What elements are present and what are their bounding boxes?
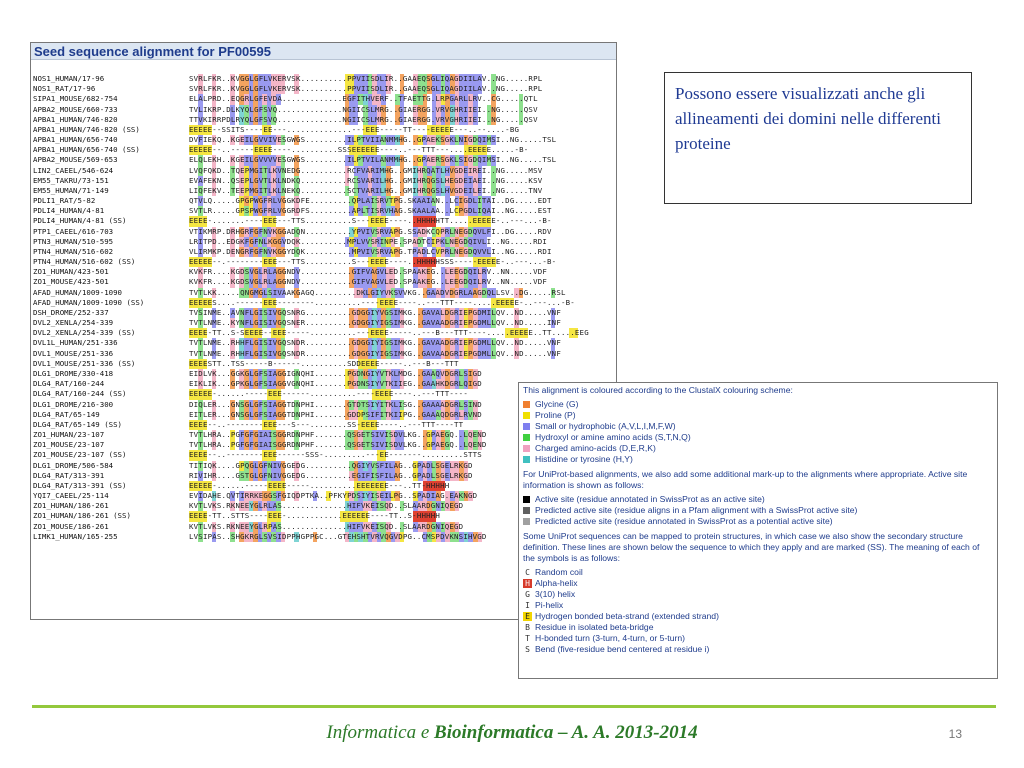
sequence-name: APBA1_HUMAN/656-740 bbox=[33, 135, 118, 145]
sequence-name: DVL1_MOUSE/251-336 (SS) bbox=[33, 358, 136, 368]
sequence-name: AFAD_HUMAN/1009-1090 (SS) bbox=[33, 297, 145, 307]
colour-legend-item bbox=[523, 399, 993, 410]
alignment-row bbox=[33, 125, 616, 135]
sequence-residues: EEEE-TT..STTS----EEE-............EEEEEE----TT..S-HHHHH bbox=[189, 511, 441, 521]
sequence-name: DLG4_RAT/313-391 (SS) bbox=[33, 480, 127, 490]
sequence-name: ZO1_MOUSE/423-501 bbox=[33, 277, 109, 287]
sequence-name: DVL2_XENLA/254-339 (SS) bbox=[33, 328, 136, 338]
sequence-residues: EIDLVK...GGKGLGFSIAGGIGNQHI.......PGDNGIYVTKLMDG..GAAQVDGRLSIGD bbox=[189, 368, 482, 378]
alignment-row bbox=[33, 135, 616, 145]
sequence-residues: ELALPRD..EQGRLGFEVDA.............EGFITHVERF..TFAETTG.LRPGARLLRV..CG.....QTL bbox=[189, 94, 538, 104]
colour-swatch-icon bbox=[523, 518, 530, 525]
colour-swatch-icon bbox=[523, 412, 530, 419]
alignment-row bbox=[33, 359, 616, 369]
sequence-residues: SVRLFKR..KVGGLGFLVKERVSK..........PPVIISDLIR..GAAEQSGLIQAGDIILAV..NG.....RPL bbox=[189, 74, 543, 83]
structure-symbol-label: Residue in isolated beta-bridge bbox=[535, 622, 654, 632]
sequence-residues: KVKFR....KGDSVGLRLAGGNDV...........GIFVAGVLED.SPAAKEG..LEEGDQILRV..NN.....VDF bbox=[189, 277, 548, 287]
sequence-residues: TVLIKRP.DLKYQLGFSVQ..............NGIICSLMRG..GIAERGG.VRVGHRIIEI..NG.....QSV bbox=[189, 104, 538, 114]
sequence-name: ZO1_MOUSE/186-261 bbox=[33, 521, 109, 531]
sequence-residues: EEEEE--.--------EEE---TTS..........S---EEEE----..HHHHHSSS-----EEEEE-..---...-B- bbox=[189, 257, 557, 267]
structure-symbol-label: 3(10) helix bbox=[535, 589, 576, 599]
sequence-residues: EEEE--..--------EEE------SSS-.........---EE-------.........STTS bbox=[189, 450, 482, 460]
structure-symbol-item bbox=[523, 567, 993, 578]
sequence-residues: TVTLNME..RHHFLGISIVGQSNDR..........GDGGIYIGSIMKG..GAVAADGRIEPGDMLLQV..ND.....VNF bbox=[189, 348, 561, 358]
sequence-residues: KVKFR....KGDSVGLRLAGGNDV...........GIFVAGVLED.SPAAKEG..LEEGDQILRV..NN.....VDF bbox=[189, 267, 548, 277]
sequence-residues: EEEESTT..TSS-----B------..........SDDEEEE-----..---B---TTT bbox=[189, 358, 459, 368]
sequence-residues: LVSIPAS..SHGKRGLSVSIDPPHGPPGC...GTEHSHTVRVQGVDPG..CMSPDVKNSIHVGD bbox=[189, 531, 487, 541]
sequence-name: DLG4_RAT/65-149 bbox=[33, 409, 100, 419]
sequence-residues: LRITPD..EDGKFGFNLKGGVDQK..........MPLVVSRINPE.SPADTCIPKLNEGDQIVLI..NG.....RDI bbox=[189, 236, 548, 246]
sequence-name: PTN3_HUMAN/510-595 bbox=[33, 236, 114, 246]
structure-symbol: S bbox=[525, 645, 530, 654]
sequence-residues: EVIDAHE.QVTIRRKEGGSFGIQDPTKA..PFKYPDSIYISEILPG..SPADIAG.EAKNGD bbox=[189, 491, 478, 501]
structure-symbol: B bbox=[525, 623, 530, 632]
structure-symbol-list bbox=[523, 567, 993, 655]
sequence-name: DLG4_RAT/160-244 bbox=[33, 379, 105, 389]
sequence-name: PTP1_CAEEL/616-703 bbox=[33, 226, 114, 236]
alignment-row bbox=[33, 94, 616, 104]
sequence-name: LIMK1_HUMAN/165-255 bbox=[33, 531, 118, 541]
sequence-name: PTN4_HUMAN/516-602 bbox=[33, 246, 114, 256]
sequence-residues: TVTLKK.....QNGMGLSIVAAKGAGQ.........DKLGIYVKSVVKG..GAADVDGRLAAGDQLLSV..DG.....RSL bbox=[189, 287, 566, 297]
sequence-name: EM55_TAKRU/73-151 bbox=[33, 175, 109, 185]
sequence-name: DVL2_XENLA/254-339 bbox=[33, 318, 114, 328]
sequence-residues: SVTLR.....GPSPWGFRLVGGRDFS.........APLTISRVHAG.SKAALAA..LCPGDLIQAI..NG.....EST bbox=[189, 206, 552, 216]
legend-uniprot-text: For UniProt-based alignments, we also add some additional mark-up to the alignments where appropriate. Active site information is shown as follows: bbox=[523, 469, 968, 490]
sequence-residues: QTVLQ.....GPGPWGFRLVGGKDFE.........QPLAISRVTPG.SKAAIAN..LCIGDLITAI..DG.....EDT bbox=[189, 196, 552, 206]
sequence-residues: LIQFEKV..TEEPMGITLKLNEKQ..........SCTVARILHG..GMIHRQGSLHVGDEILEI..NG.....TNV bbox=[189, 185, 543, 195]
alignment-row bbox=[33, 247, 616, 257]
footer-part1: Informatica e bbox=[326, 722, 435, 743]
alignment-row bbox=[33, 105, 616, 115]
legend-panel bbox=[518, 382, 998, 679]
sequence-residues: KVTLVKS.RKNEEYGLRPAS..............HIFVKEISQD..SLAARDGNIQEGD bbox=[189, 521, 464, 531]
structure-symbol: G bbox=[525, 590, 530, 599]
note-box bbox=[664, 72, 972, 204]
sequence-name: APBA2_MOUSE/660-733 bbox=[33, 104, 118, 114]
alignment-row bbox=[33, 206, 616, 216]
structure-symbol: E bbox=[523, 612, 532, 621]
active-site-label: Predicted active site (residue annotated in SwissProt as a potential active site) bbox=[535, 516, 833, 526]
colour-swatch-icon bbox=[523, 423, 530, 430]
sequence-residues: EIKLIK...GPKGLGFSIAGGVGNQHI.......PGDNSIYVTKIIEG..GAAHKDGRLQIGD bbox=[189, 379, 482, 389]
sequence-name: NOS1_RAT/17-96 bbox=[33, 84, 96, 94]
sequence-residues: ELQLEKH..KGEILGVVVVESGWGS.........ILPTVILANMMHG..GPAERSGKLSIGDQIMSI..NG.....TSL bbox=[189, 155, 557, 165]
alignment-row bbox=[33, 288, 616, 298]
colour-legend-item bbox=[523, 443, 993, 454]
alignment-row bbox=[33, 267, 616, 277]
structure-symbol-item bbox=[523, 622, 993, 633]
structure-symbol: C bbox=[525, 568, 530, 577]
alignment-row bbox=[33, 257, 616, 267]
sequence-name: NOS1_HUMAN/17-96 bbox=[33, 74, 105, 83]
sequence-name: LIN2_CAEEL/546-624 bbox=[33, 165, 114, 175]
legend-structure-text: Some UniProt sequences can be mapped to protein structures, in which case we also show the secondary structure definition. These lines are shown below the sequence to which they apply and are marked (SS). The meaning of each of the symbols is as follows: bbox=[523, 531, 980, 563]
sequence-name: SIPA1_MOUSE/682-754 bbox=[33, 94, 118, 104]
structure-symbol: H bbox=[523, 579, 532, 588]
sequence-name: ZO1_HUMAN/23-107 bbox=[33, 430, 105, 440]
footer-part2: Bioinformatica – A. A. 2013-2014 bbox=[434, 722, 698, 743]
colour-swatch-icon bbox=[523, 445, 530, 452]
colour-swatch-icon bbox=[523, 507, 530, 514]
sequence-residues: DIQLER...GNSGLGFSIAGGTDNPHI.......GTDTSIYITKLISG..GAAAADGRLSIND bbox=[189, 399, 482, 409]
sequence-residues: EEEE-TT..S-SEEEE--EEE-----..........---EEEE-----..---B---TTT----.....EEEEE..TT.....EEG bbox=[189, 328, 589, 338]
sequence-residues: VTIKMRP.DRHGRFGFNVKGGADQN..........YPVIVSRVAPG.SSADKCQPRLNEGDQVLFI..DG.....RDV bbox=[189, 226, 552, 236]
sequence-name: ZO1_HUMAN/186-261 bbox=[33, 501, 109, 511]
sequence-residues: EEEEE-......-----EEE------..........----EEEE----..---TTT---- bbox=[189, 389, 468, 399]
sequence-name: PTN4_HUMAN/516-602 (SS) bbox=[33, 257, 136, 267]
footer-text bbox=[0, 722, 1024, 744]
sequence-name: ZO1_MOUSE/23-107 (SS) bbox=[33, 450, 127, 460]
structure-symbol-item bbox=[523, 589, 993, 600]
alignment-row bbox=[33, 349, 616, 359]
colour-legend-list bbox=[523, 399, 993, 465]
structure-symbol-label: Hydrogen bonded beta-strand (extended strand) bbox=[535, 611, 719, 621]
sequence-residues: KVTLVKS.RKNEEYGLRLAS..............HIFVKEISQD..SLAARDGNIQEGD bbox=[189, 501, 464, 511]
alignment-row bbox=[33, 216, 616, 226]
alignment-row bbox=[33, 176, 616, 186]
active-site-label: Active site (residue annotated in SwissProt as an active site) bbox=[535, 494, 765, 504]
sequence-name: PDLI1_RAT/5-82 bbox=[33, 196, 96, 206]
alignment-row bbox=[33, 74, 616, 84]
active-site-item bbox=[523, 494, 993, 505]
sequence-residues: TTVKIRRPDLRYQLGFSVQ..............NGIICSLMRG..GIAERGG.VRVGHRIIEI..NG.....QSV bbox=[189, 114, 538, 124]
sequence-name: DLG1_DROME/330-418 bbox=[33, 368, 114, 378]
colour-swatch-icon bbox=[523, 456, 530, 463]
sequence-residues: SVRLFKR..KVGGLGFLVKERVSK..........PPVIISDLIR..GAAEQSGLIQAGDIILAV..NG.....RPL bbox=[189, 84, 543, 94]
sequence-name: DLG1_DROME/506-584 bbox=[33, 460, 114, 470]
sequence-name: AFAD_HUMAN/1009-1090 bbox=[33, 287, 122, 297]
sequence-name: EM55_HUMAN/71-149 bbox=[33, 185, 109, 195]
sequence-residues: TVTLNME..RHHFLGISIVGQSNDR..........GDGGIYIGSIMKG..GAVAADGRIEPGDMLLQV..ND.....VNF bbox=[189, 338, 561, 348]
sequence-name: ZO1_HUMAN/186-261 (SS) bbox=[33, 511, 131, 521]
note-text: Possono essere visualizzati anche gli allineamenti dei domini nelle differenti proteine bbox=[675, 84, 941, 153]
sequence-name: PDLI4_HUMAN/4-81 bbox=[33, 206, 105, 216]
alignment-row bbox=[33, 338, 616, 348]
sequence-name: DVL1_MOUSE/251-336 bbox=[33, 348, 114, 358]
alignment-row bbox=[33, 308, 616, 318]
alignment-row bbox=[33, 115, 616, 125]
sequence-residues: EVAFEKN..QSEPLGVTLKLNDKQ..........RCSVARILHG..GMIHRQGSLHEGDEIAEI..NG.....KSV bbox=[189, 175, 543, 185]
active-site-item bbox=[523, 516, 993, 527]
sequence-residues: TVTLNME..KYNFLGISIVGQSNER..........GDGGIYIGSIMKG..GAVAADGRIEPGDMLLQV..ND.....INF bbox=[189, 318, 561, 328]
alignment-row bbox=[33, 277, 616, 287]
colour-legend-item bbox=[523, 421, 993, 432]
active-site-label: Predicted active site (residue aligns in a Pfam alignment with a SwissProt active site) bbox=[535, 505, 858, 515]
structure-symbol-item bbox=[523, 611, 993, 622]
sequence-residues: VLIRMKP.DENGRFGFNVKGGYDQK..........MPVIVSRVAPG.TPADLCVPRLNEGDQVVLI..NG.....RDI bbox=[189, 246, 552, 256]
footer-rule bbox=[32, 705, 996, 708]
structure-symbol-label: Bend (five-residue bend centered at residue i) bbox=[535, 644, 710, 654]
alignment-row bbox=[33, 298, 616, 308]
alignment-row bbox=[33, 328, 616, 338]
alignment-row bbox=[33, 166, 616, 176]
sequence-name: ZO1_MOUSE/23-107 bbox=[33, 440, 105, 450]
sequence-name: APBA2_MOUSE/569-653 bbox=[33, 155, 118, 165]
alignment-row bbox=[33, 369, 616, 379]
alignment-row bbox=[33, 155, 616, 165]
structure-symbol-label: Pi-helix bbox=[535, 600, 564, 610]
sequence-residues: EEEEE--SSITS----EE---..............---EEE-----TT----EEEEE---..--....-BG bbox=[189, 124, 520, 134]
colour-legend-item bbox=[523, 410, 993, 421]
colour-legend-item bbox=[523, 432, 993, 443]
structure-symbol-item bbox=[523, 633, 993, 644]
alignment-row bbox=[33, 145, 616, 155]
sequence-name: ZO1_HUMAN/423-501 bbox=[33, 267, 109, 277]
structure-symbol-item bbox=[523, 644, 993, 655]
colour-swatch-icon bbox=[523, 496, 530, 503]
sequence-residues: EEEEE--..-----EEEE----..........SSSEEEEEE----..---TTT---....EEEEE.....-B- bbox=[189, 145, 529, 155]
structure-symbol-item bbox=[523, 600, 993, 611]
colour-swatch-icon bbox=[523, 434, 530, 441]
alignment-title: Seed sequence alignment for PF00595 bbox=[31, 43, 616, 60]
alignment-row bbox=[33, 237, 616, 247]
alignment-row bbox=[33, 318, 616, 328]
sequence-name: APBA1_HUMAN/746-820 bbox=[33, 114, 118, 124]
colour-swatch-icon bbox=[523, 401, 530, 408]
sequence-name: DLG4_RAT/65-149 (SS) bbox=[33, 419, 122, 429]
structure-symbol-label: Random coil bbox=[535, 567, 583, 577]
sequence-residues: TITIQK....GPQGLGFNIVGGEDG..........QGIYVSFILAG..GPADLSGELRKGD bbox=[189, 460, 473, 470]
alignment-row bbox=[33, 227, 616, 237]
sequence-residues: TVTLHRA..PGFGFGIAISGGRDNPHF.......QSGETSIVISDVLKG..GPAEGQ..LQEND bbox=[189, 440, 487, 450]
sequence-name: APBA1_HUMAN/746-820 (SS) bbox=[33, 124, 140, 134]
sequence-name: DLG4_RAT/313-391 bbox=[33, 470, 105, 480]
legend-intro: This alignment is coloured according to the ClustalX colouring scheme: bbox=[523, 385, 793, 395]
alignment-row bbox=[33, 84, 616, 94]
colour-legend-label: Proline (P) bbox=[535, 410, 576, 420]
sequence-residues: EITLER...GNSGLGFSIAGGTDNPHI.......GDDPSIFITKIIPG..GAAAQDGRLRVND bbox=[189, 409, 482, 419]
sequence-name: DVL1L_HUMAN/251-336 bbox=[33, 338, 118, 348]
colour-legend-label: Hydroxyl or amine amino acids (S,T,N,Q) bbox=[535, 432, 691, 442]
sequence-name: PDLI4_HUMAN/4-81 (SS) bbox=[33, 216, 127, 226]
sequence-name: APBA1_HUMAN/656-740 (SS) bbox=[33, 145, 140, 155]
sequence-residues: RIVIHR....GSTGLGFNIVGGEDG..........EGIFISFILAG..GPADLSGELRKGD bbox=[189, 470, 473, 480]
alignment-row bbox=[33, 196, 616, 206]
sequence-name: DSH_DROME/252-337 bbox=[33, 307, 109, 317]
sequence-residues: LVQFQKD..TQEPMGITLKVNEDG..........RCFVARIMHG..GMIHRQATLHVGDEIREI..NG.....MSV bbox=[189, 165, 543, 175]
sequence-residues: TVTLHRA..PGFGFGIAISGGRDNPHF.......QSGETSIVISDVLKG..GPAEGQ..LQEND bbox=[189, 430, 487, 440]
colour-legend-item bbox=[523, 454, 993, 465]
sequence-name: DLG4_RAT/160-244 (SS) bbox=[33, 389, 127, 399]
structure-symbol-label: H-bonded turn (3-turn, 4-turn, or 5-turn) bbox=[535, 633, 685, 643]
sequence-residues: DVFIEKQ..KGEILGVVIVESGWGS.........ILPTVIIANMMHG..GPAEKSGKLNIGDQIMSI..NG.....TSL bbox=[189, 135, 557, 145]
active-site-legend-list bbox=[523, 494, 993, 527]
sequence-residues: EEEE-.......----EEE---TTS..........S---EEEE----..HHHHHTT.....EEEEE-..---...-B- bbox=[189, 216, 552, 226]
active-site-item bbox=[523, 505, 993, 516]
alignment-row bbox=[33, 186, 616, 196]
structure-symbol: I bbox=[525, 601, 530, 610]
sequence-residues: EEEEES....------EEE--------..........----EEEE----..---TTT----.....EEEEE-..---...-B- bbox=[189, 297, 575, 307]
colour-legend-label: Histidine or tyrosine (H,Y) bbox=[535, 454, 633, 464]
sequence-residues: EEEE--..--------EEE---S---........SS-EEEE----..---TTT----TT bbox=[189, 419, 464, 429]
sequence-residues: EEEEE-......-----EEEE-----..........EEEEEEE---..TT-HHHHH bbox=[189, 480, 450, 490]
colour-legend-label: Glycine (G) bbox=[535, 399, 579, 409]
sequence-name: DLG1_DROME/216-300 bbox=[33, 399, 114, 409]
structure-symbol-item bbox=[523, 578, 993, 589]
structure-symbol: T bbox=[525, 634, 530, 643]
colour-legend-label: Small or hydrophobic (A,V,L,I,M,F,W) bbox=[535, 421, 676, 431]
structure-symbol-label: Alpha-helix bbox=[535, 578, 578, 588]
colour-legend-label: Charged amino-acids (D,E,R,K) bbox=[535, 443, 656, 453]
page-number: 13 bbox=[948, 727, 962, 741]
sequence-residues: TVSINME..AVNFLGISIVGQSNRG..........GDGGIYVGSIMKG..GAVALDGRIEPGDMILQV..ND.....VNF bbox=[189, 307, 561, 317]
sequence-name: YQI7_CAEEL/25-114 bbox=[33, 491, 109, 501]
